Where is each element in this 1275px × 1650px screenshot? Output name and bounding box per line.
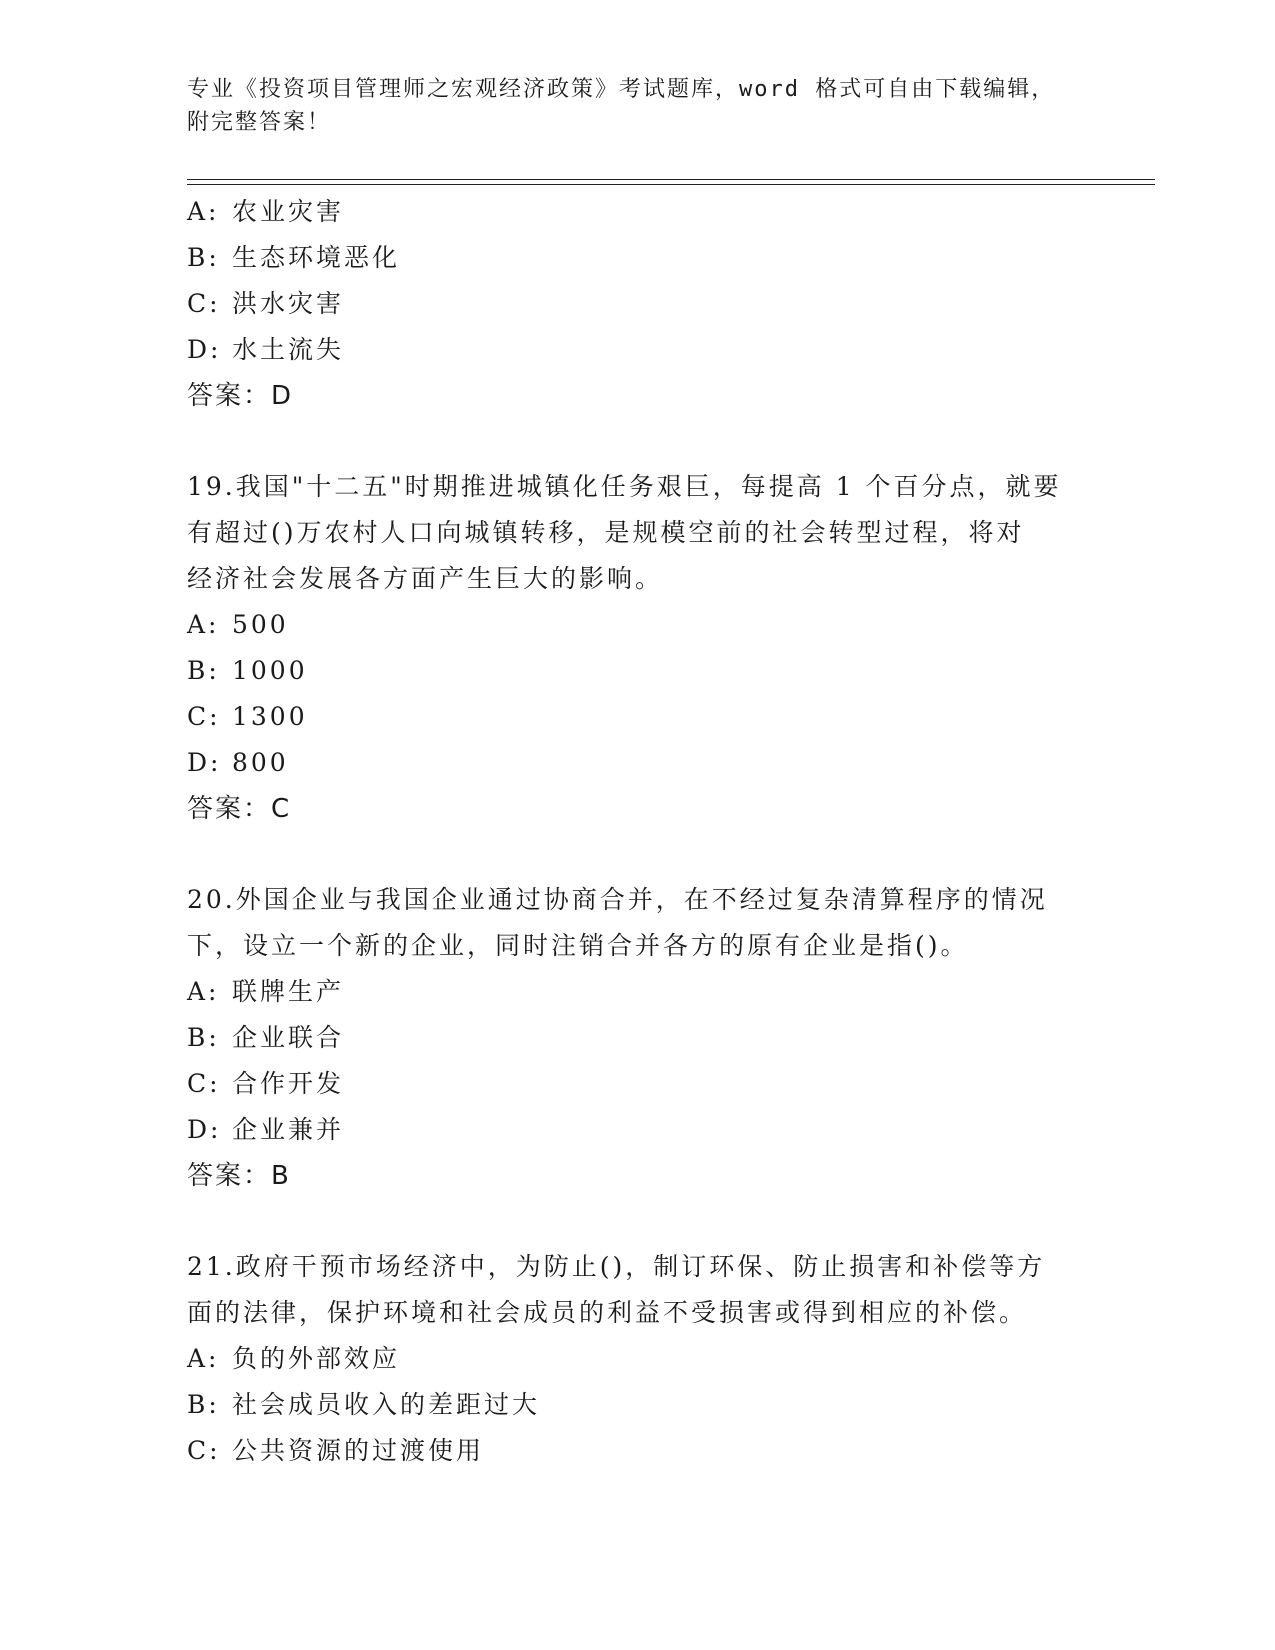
option-c: C: 1300: [187, 702, 308, 731]
option-a: A: 联牌生产: [187, 977, 345, 1006]
question-19: [187, 464, 1087, 832]
question-text-line: 面的法律，保护环境和社会成员的利益不受损害或得到相应的补偿。: [187, 1298, 1028, 1327]
answer-line: 答案：C: [187, 794, 292, 824]
question-text-line: 19.我国"十二五"时期推进城镇化任务艰巨，每提高 1 个百分点，就要: [187, 472, 1062, 501]
option-d: D: 企业兼并: [187, 1115, 345, 1144]
header-line-2: 附完整答案！: [187, 110, 332, 135]
option-a: A: 负的外部效应: [187, 1344, 401, 1373]
question-text-line: 20.外国企业与我国企业通过协商合并，在不经过复杂清算程序的情况: [187, 885, 1048, 914]
option-b: B: 生态环境恶化: [187, 243, 401, 272]
option-c: C: 合作开发: [187, 1069, 345, 1098]
option-d: D: 水土流失: [187, 335, 345, 364]
question-text-line: 21.政府干预市场经济中，为防止()，制订环保、防止损害和补偿等方: [187, 1252, 1046, 1281]
question-text-line: 下，设立一个新的企业，同时注销合并各方的原有企业是指()。: [187, 931, 969, 960]
answer-line: 答案：B: [187, 1161, 291, 1191]
answer-line: 答案：D: [187, 381, 294, 411]
question-20: [187, 877, 1087, 1199]
option-b: B: 1000: [187, 656, 308, 685]
question-list: [187, 189, 1087, 1474]
option-d: D: 800: [187, 748, 289, 777]
question-21: [187, 1244, 1087, 1474]
header-divider-top: [187, 179, 1155, 180]
header-line-1: 专业《投资项目管理师之宏观经济政策》考试题库，word 格式可自由下载编辑，: [187, 77, 1056, 102]
option-b: B: 社会成员收入的差距过大: [187, 1390, 541, 1419]
question-text-line: 有超过()万农村人口向城镇转移，是规模空前的社会转型过程，将对: [187, 518, 1025, 547]
option-b: B: 企业联合: [187, 1023, 345, 1052]
document-header: [187, 73, 1087, 139]
option-a: A: 农业灾害: [187, 197, 345, 226]
question-text-line: 经济社会发展各方面产生巨大的影响。: [187, 564, 664, 593]
option-a: A: 500: [187, 610, 289, 639]
option-c: C: 洪水灾害: [187, 289, 345, 318]
option-c: C: 公共资源的过渡使用: [187, 1436, 485, 1465]
question-18-continuation: [187, 189, 1087, 419]
header-divider-bottom: [187, 184, 1155, 185]
